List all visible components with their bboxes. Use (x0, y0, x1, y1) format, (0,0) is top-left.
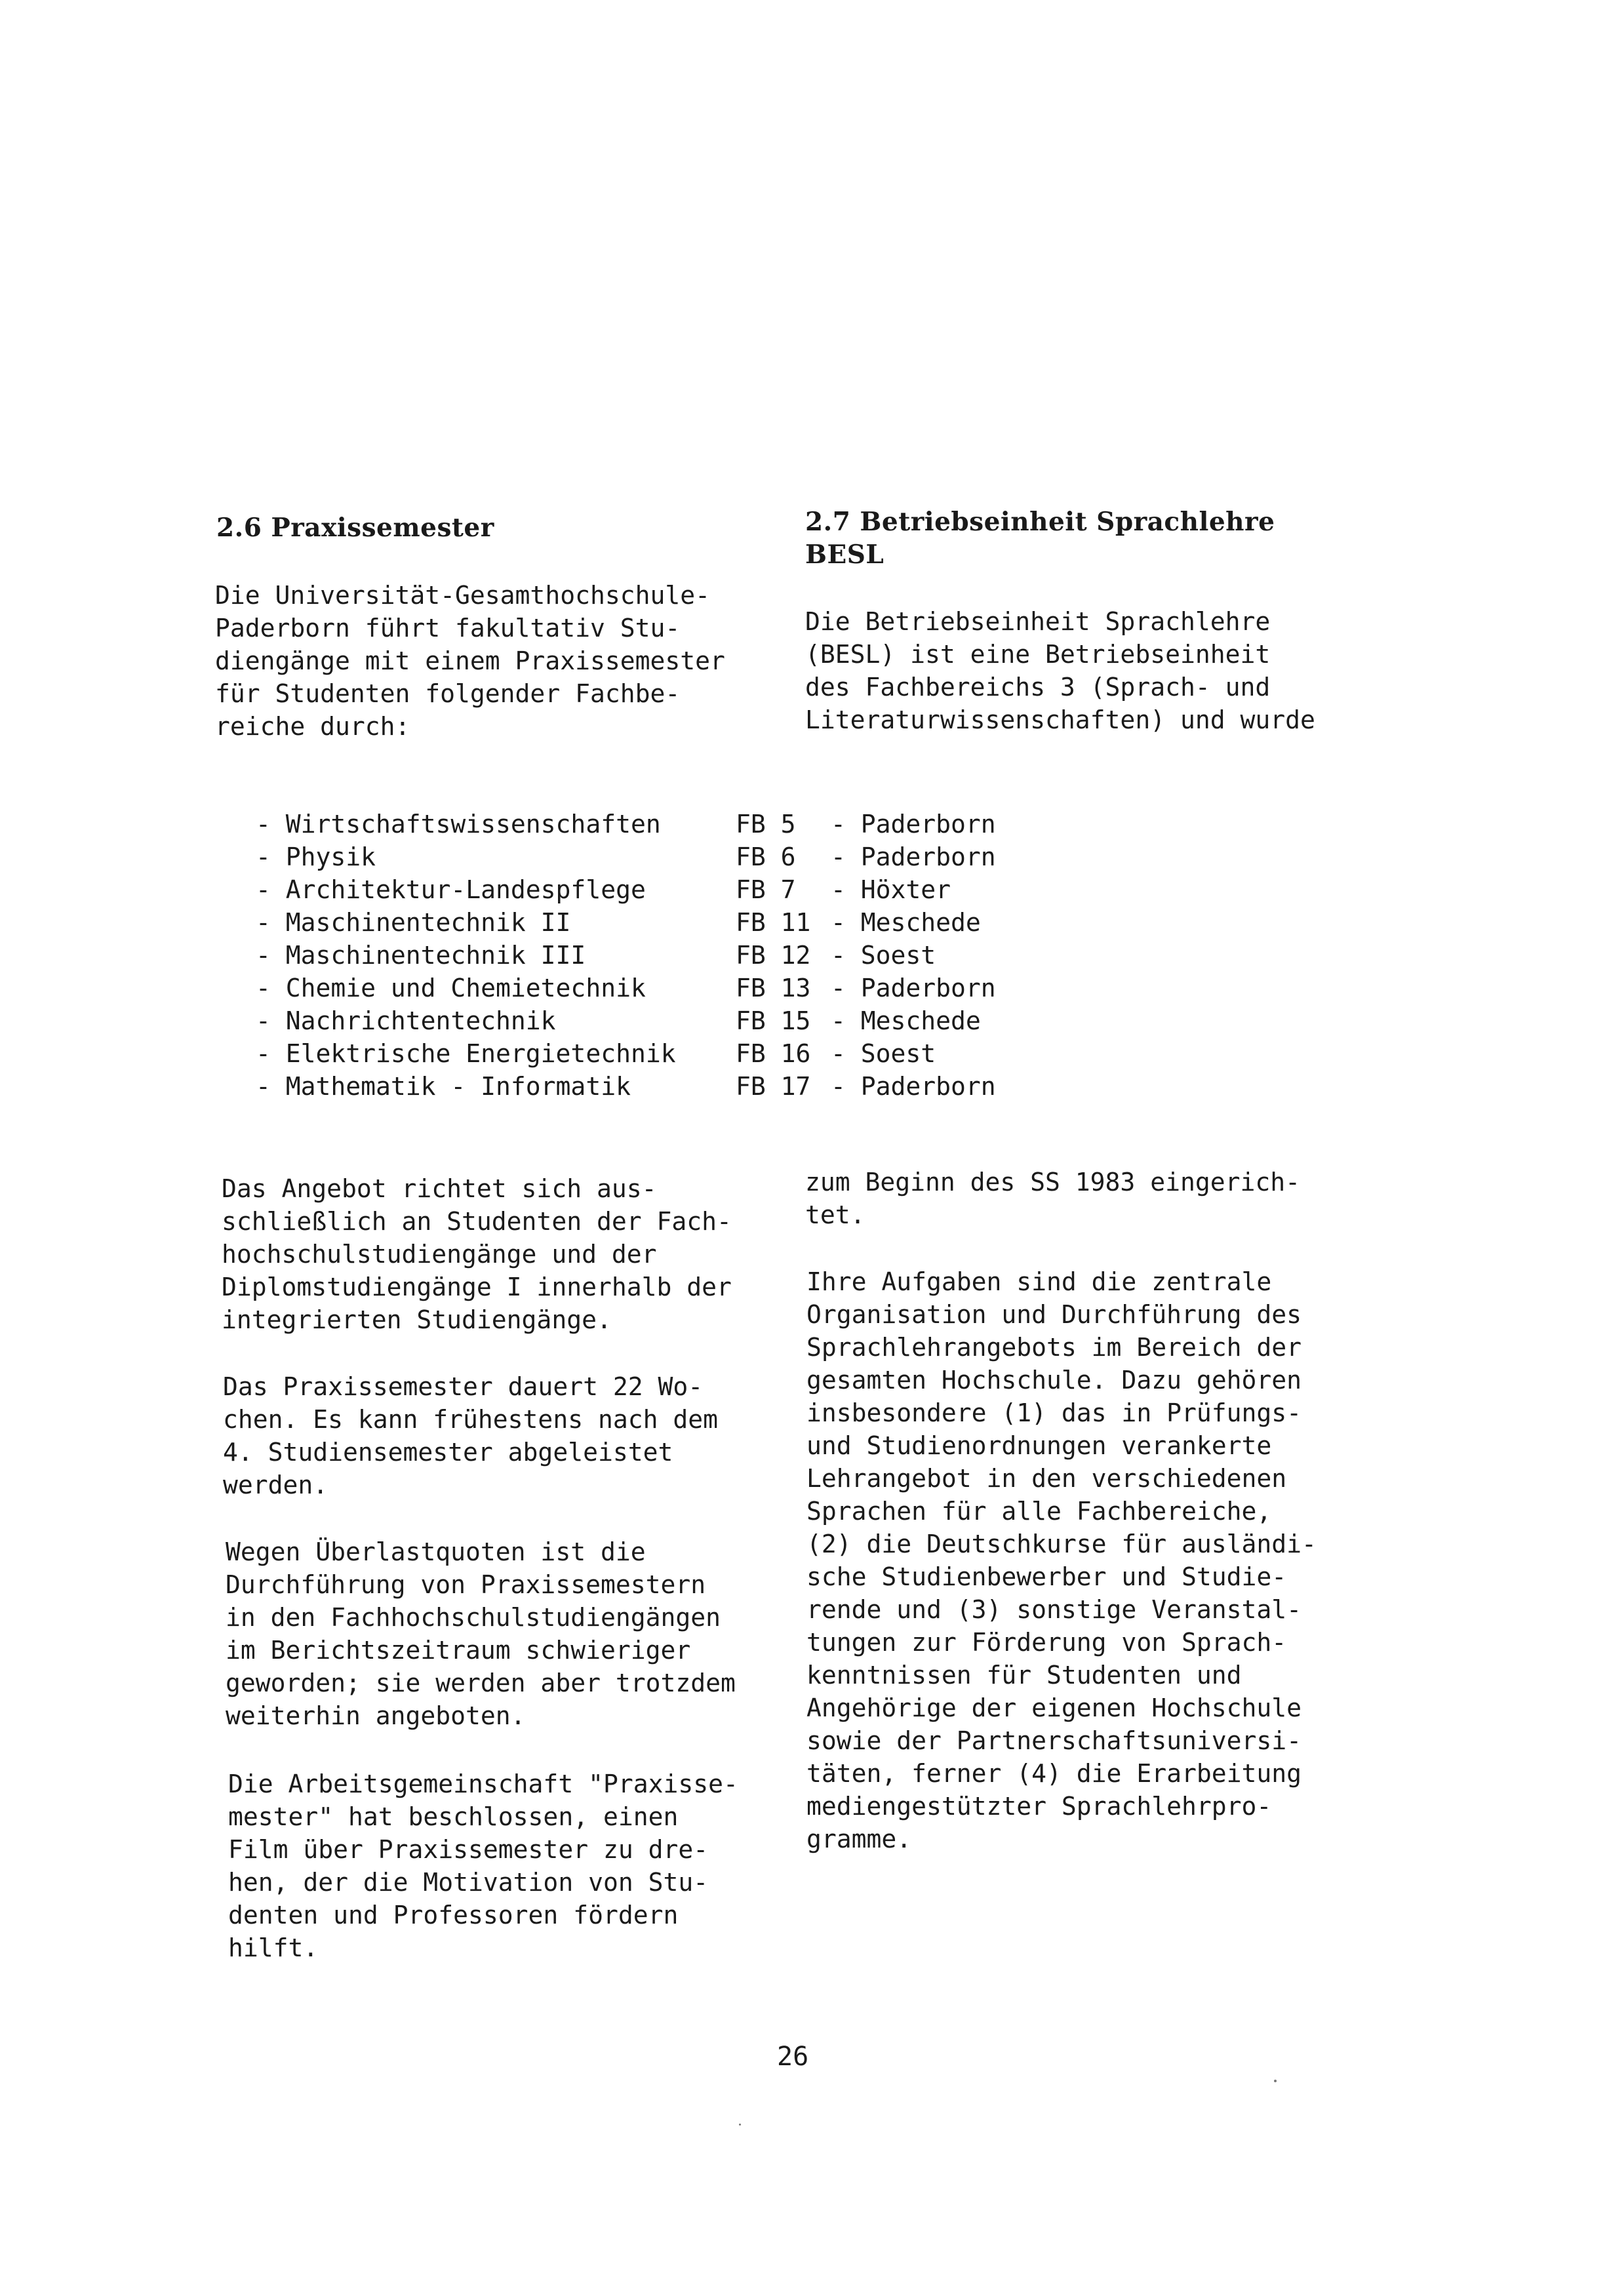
section-heading-praxissemester: 2.6 Praxissemester (216, 513, 494, 543)
text-line: Organisation und Durchführung des (806, 1300, 1302, 1329)
praxissemester-paragraph (222, 1172, 732, 1336)
scan-speck (739, 2124, 741, 2126)
faculty-number: FB 6 (736, 842, 796, 871)
location: - Meschede (831, 1006, 981, 1035)
text-line: tet. (805, 1200, 865, 1229)
text-line: Angehörige der eigenen Hochschule (806, 1693, 1302, 1722)
text-line: 4. Studiensemester abgeleistet (223, 1438, 673, 1467)
subject: - Nachrichtentechnik (256, 1006, 556, 1035)
subject: - Elektrische Energietechnik (256, 1039, 676, 1068)
text-line: Diplomstudiengänge I innerhalb der (222, 1273, 732, 1301)
location: - Soest (831, 1039, 936, 1068)
subject: - Maschinentechnik III (256, 941, 586, 970)
faculty-number: FB 11 (736, 908, 811, 937)
text-line: täten, ferner (4) die Erarbeitung (806, 1759, 1302, 1788)
text-line: hilft. (228, 1933, 319, 1962)
text-line: Literaturwissenschaften) und wurde (805, 705, 1315, 734)
text-line: zum Beginn des SS 1983 eingerich- (805, 1168, 1300, 1197)
text-line: mediengestützter Sprachlehrpro- (806, 1792, 1272, 1821)
faculty-number: FB 17 (736, 1072, 811, 1101)
subject: - Chemie und Chemietechnik (256, 974, 646, 1002)
text-line: mester" hat beschlossen, einen (228, 1802, 679, 1831)
text-line: Das Praxissemester dauert 22 Wo- (223, 1372, 704, 1401)
text-line: in den Fachhochschulstudiengängen (226, 1603, 721, 1632)
text-line: chen. Es kann frühestens nach dem (223, 1405, 718, 1434)
text-line: Die Betriebseinheit Sprachlehre (805, 607, 1271, 636)
subject: - Architektur-Landespflege (256, 875, 646, 904)
text-line: kenntnissen für Studenten und (806, 1661, 1242, 1690)
location: - Soest (831, 941, 936, 970)
location: - Höxter (831, 875, 951, 904)
text-line: rende und (3) sonstige Veranstal- (806, 1595, 1302, 1624)
text-line: denten und Professoren fördern (228, 1901, 679, 1930)
subject: - Maschinentechnik II (256, 908, 571, 937)
text-line: Sprachen für alle Fachbereiche, (806, 1497, 1272, 1526)
besl-intro (805, 605, 1315, 736)
text-line: reiche durch: (215, 712, 410, 741)
heading-line: BESL (805, 540, 885, 570)
text-line: Die Universität-Gesamthochschule- (215, 581, 710, 610)
heading-line: 2.7 Betriebseinheit Sprachlehre (805, 507, 1275, 537)
text-line: insbesondere (1) das in Prüfungs- (806, 1398, 1302, 1427)
text-line: Paderborn führt fakultativ Stu- (215, 614, 681, 643)
page-number: 26 (777, 2042, 809, 2072)
text-line: für Studenten folgender Fachbe- (215, 679, 681, 708)
text-line: gesamten Hochschule. Dazu gehören (806, 1366, 1302, 1395)
text-line: integrierten Studiengänge. (222, 1305, 612, 1334)
besl-paragraph (805, 1166, 1300, 1231)
text-line: Sprachlehrangebots im Bereich der (806, 1333, 1302, 1362)
text-line: (2) die Deutschkurse für ausländi- (806, 1530, 1317, 1558)
text-line: Film über Praxissemester zu dre- (228, 1835, 709, 1864)
text-line: (BESL) ist eine Betriebseinheit (805, 640, 1271, 669)
text-line: Das Angebot richtet sich aus- (222, 1174, 657, 1203)
praxissemester-paragraph (223, 1370, 718, 1501)
text-line: gramme. (806, 1825, 912, 1853)
text-line: Die Arbeitsgemeinschaft "Praxisse- (228, 1770, 738, 1798)
location: - Paderborn (831, 974, 996, 1002)
text-line: diengänge mit einem Praxissemester (215, 646, 725, 675)
text-line: Ihre Aufgaben sind die zentrale (806, 1267, 1272, 1296)
text-line: sche Studienbewerber und Studie- (806, 1562, 1287, 1591)
faculty-number: FB 16 (736, 1039, 811, 1068)
text-line: Durchführung von Praxissemestern (226, 1570, 706, 1599)
text-line: des Fachbereichs 3 (Sprach- und (805, 673, 1271, 702)
text-line: und Studienordnungen verankerte (806, 1431, 1272, 1460)
text-line: weiterhin angeboten. (226, 1701, 526, 1730)
location: - Paderborn (831, 842, 996, 871)
faculty-number: FB 5 (736, 810, 796, 839)
text-line: sowie der Partnerschaftsuniversi- (806, 1726, 1302, 1755)
text-line: schließlich an Studenten der Fach- (222, 1207, 732, 1236)
text-line: werden. (223, 1471, 328, 1499)
subject: - Physik (256, 842, 376, 871)
faculty-number: FB 13 (736, 974, 811, 1002)
besl-paragraph (806, 1265, 1317, 1855)
scan-speck (1274, 2080, 1277, 2082)
faculty-number: FB 7 (736, 875, 796, 904)
text-line: hen, der die Motivation von Stu- (228, 1868, 709, 1897)
faculty-number: FB 15 (736, 1006, 811, 1035)
text-line: im Berichtszeitraum schwieriger (226, 1636, 691, 1665)
location: - Paderborn (831, 810, 996, 839)
text-line: Lehrangebot in den verschiedenen (806, 1464, 1287, 1493)
praxissemester-paragraph (228, 1768, 738, 1964)
subject: - Wirtschaftswissenschaften (256, 810, 661, 839)
faculty-number: FB 12 (736, 941, 811, 970)
text-line: Wegen Überlastquoten ist die (226, 1537, 646, 1566)
location: - Paderborn (831, 1072, 996, 1101)
section-heading-besl (805, 505, 1275, 571)
text-line: tungen zur Förderung von Sprach- (806, 1628, 1287, 1657)
subject: - Mathematik - Informatik (256, 1072, 631, 1101)
text-line: geworden; sie werden aber trotzdem (226, 1669, 736, 1697)
praxissemester-paragraph (226, 1535, 736, 1732)
location: - Meschede (831, 908, 981, 937)
praxissemester-intro (215, 579, 725, 743)
text-line: hochschulstudiengänge und der (222, 1240, 657, 1269)
